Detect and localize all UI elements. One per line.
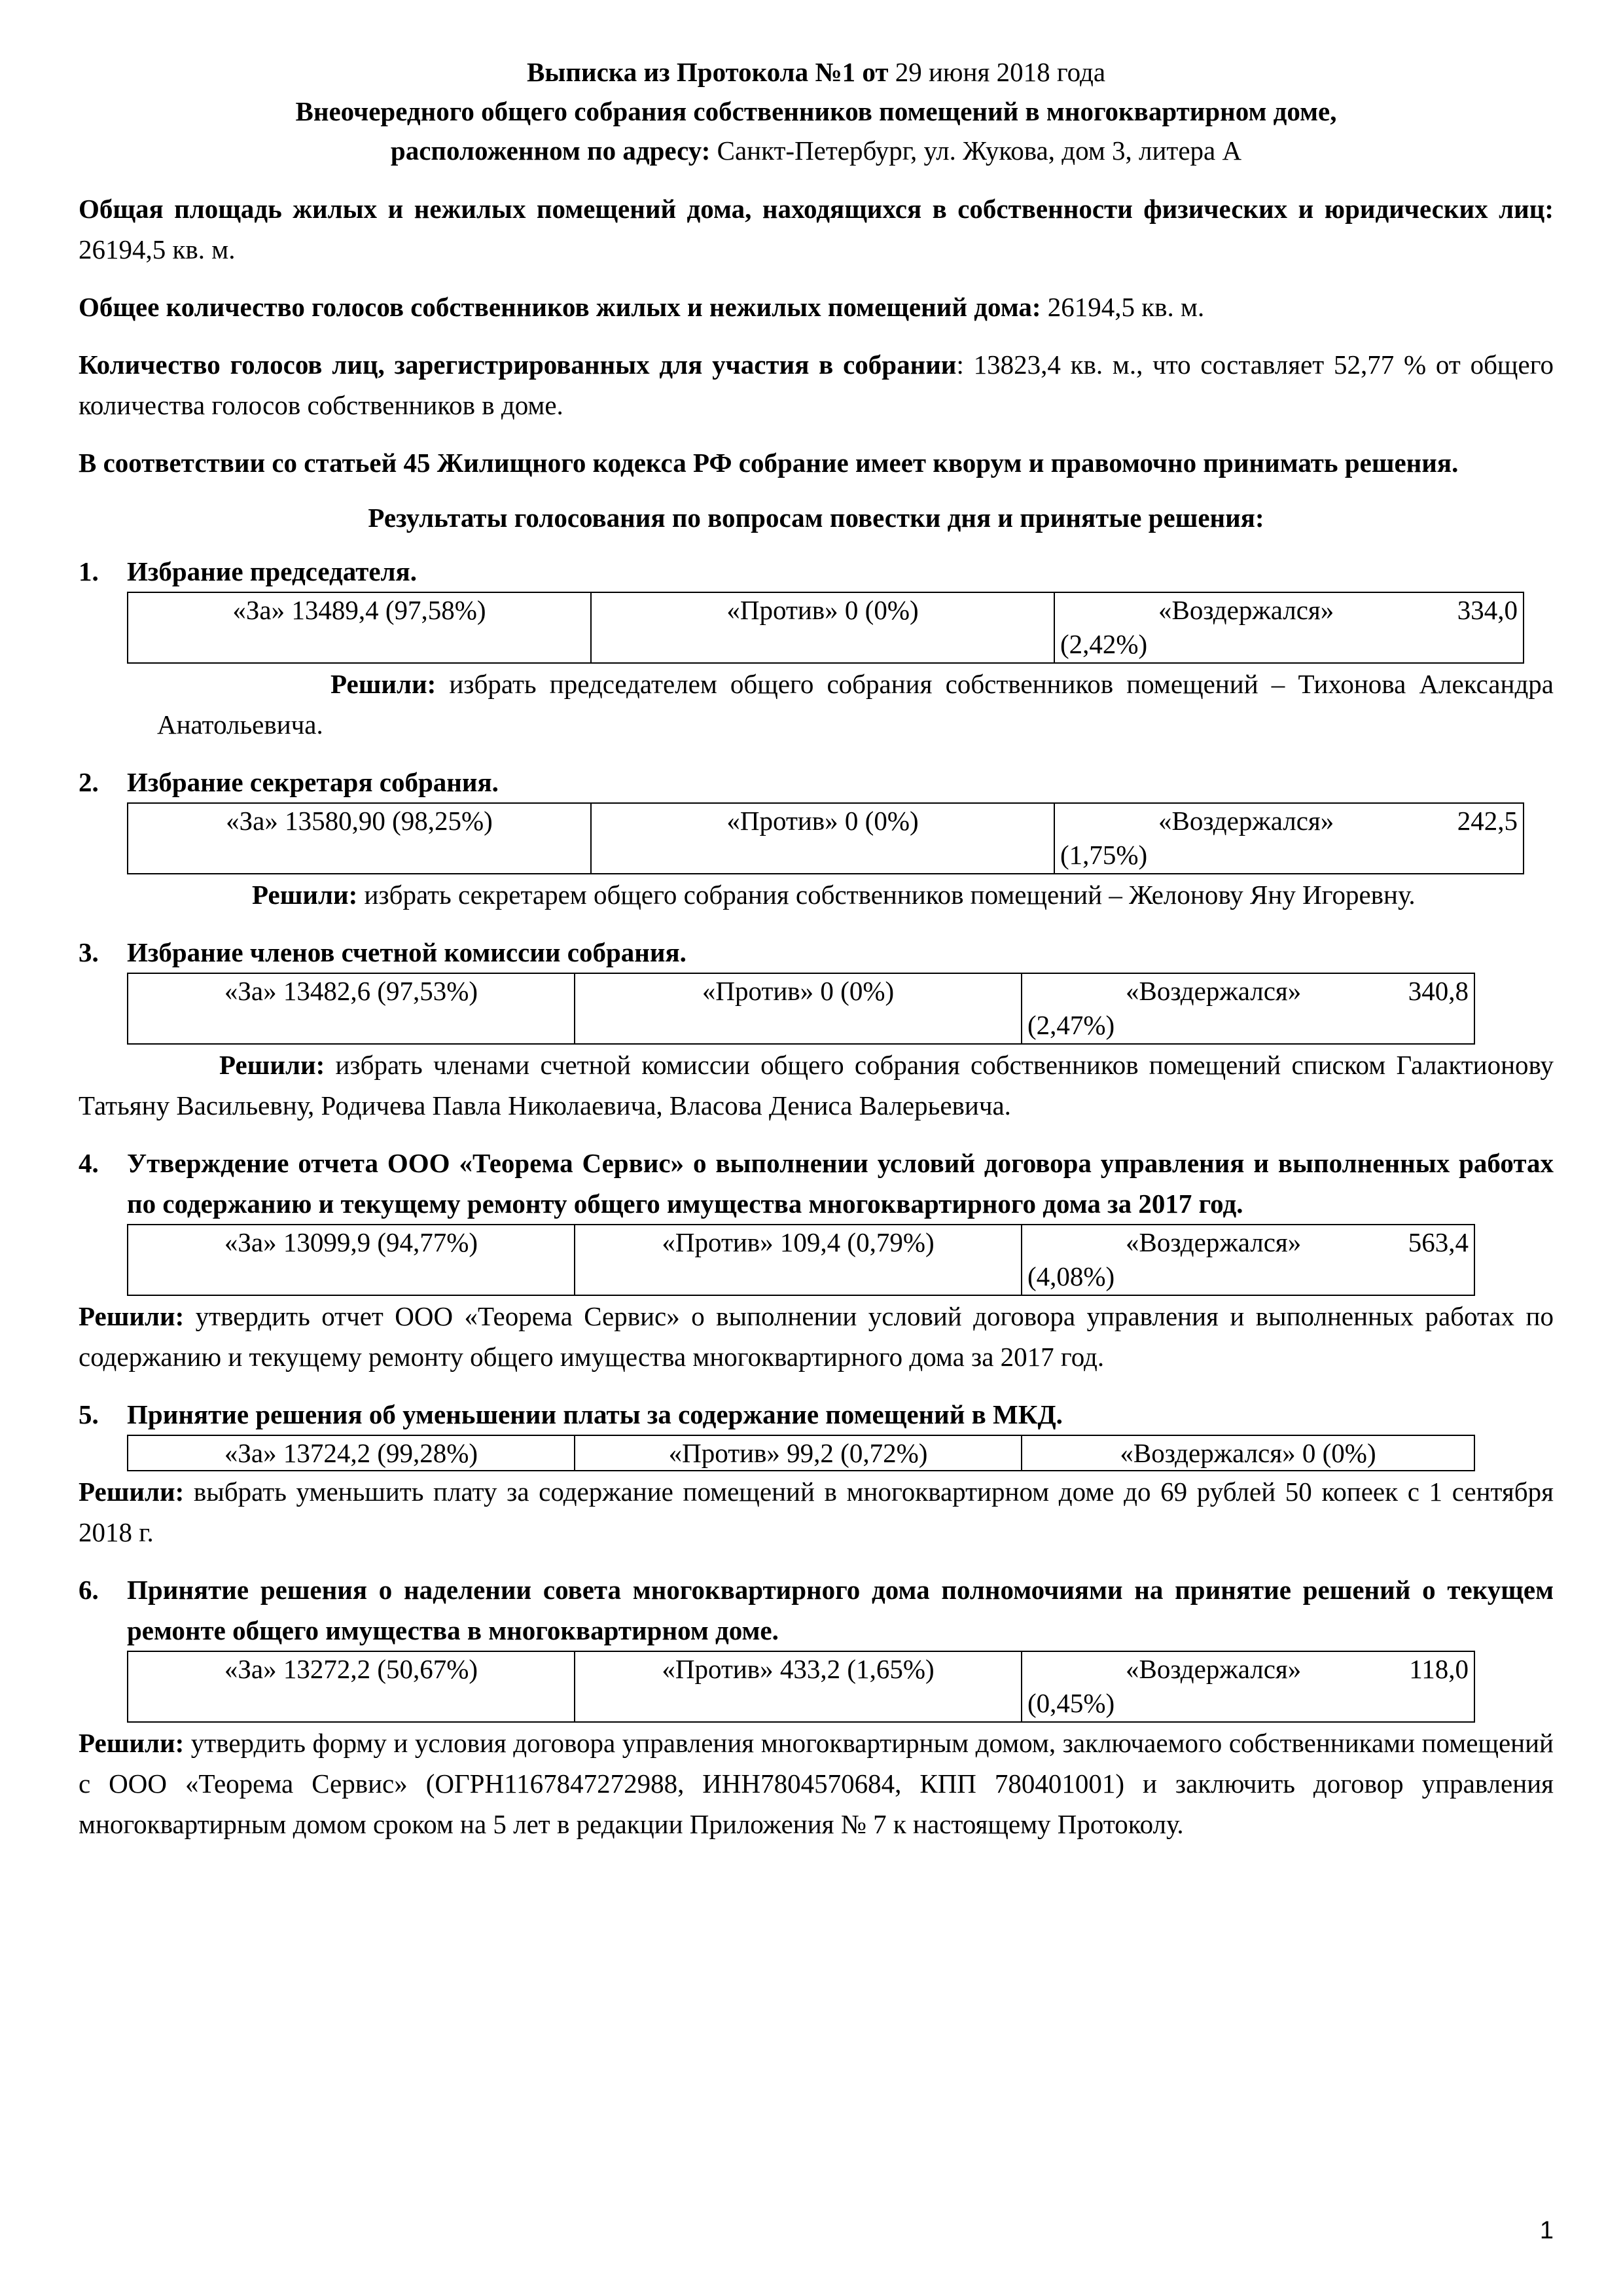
agenda-item-5: [79, 1394, 1554, 1552]
abstain-percent: (2,47%): [1027, 1010, 1115, 1040]
quorum-paragraph: [79, 442, 1554, 483]
vote-for-cell: «За» 13099,9 (94,77%): [128, 1225, 575, 1295]
vote-table: [127, 1435, 1475, 1471]
decision-text: [79, 1045, 1554, 1126]
total-votes-paragraph: [79, 287, 1554, 327]
total-votes-value: 26194,5 кв. м.: [1041, 292, 1205, 322]
decision-body: утвердить форму и условия договора управления многоквартирным домом, заключаемого собственниками помещений с ООО «Теорема Сервис» (ОГРН1167847272988, ИНН7804570684, КПП 780401001) и заключить договор управления многоквартирным домом сроком на 5 лет в редакции Приложения № 7 к настоящему Протоколу.: [79, 1728, 1554, 1839]
vote-against-cell: «Против» 433,2 (1,65%): [575, 1651, 1022, 1722]
abstain-percent: (0,45%): [1027, 1688, 1115, 1718]
agenda-item-4: [79, 1143, 1554, 1377]
address-line: [79, 131, 1554, 170]
decision-body: избрать членами счетной комиссии общего собрания собственников помещений списком Галактионову Татьяну Васильевну, Родичева Павла Николаевича, Власова Дениса Валерьевича.: [79, 1050, 1554, 1121]
decision-label: Решили:: [219, 1050, 325, 1080]
vote-abstain-cell: «Воздержался» 0 (0%): [1022, 1435, 1474, 1471]
agenda-item-title: [79, 762, 1554, 802]
abstain-percent: (2,42%): [1060, 629, 1148, 659]
agenda-item-text: Избрание секретаря собрания.: [127, 767, 499, 797]
agenda-item-number: 1.: [79, 556, 99, 586]
agenda-item-title: [79, 1570, 1554, 1651]
vote-table: [127, 592, 1524, 664]
decision-body: утвердить отчет ООО «Теорема Сервис» о выполнении условий договора управления и выполненных работах по содержанию и текущему ремонту общего имущества многоквартирного дома за 2017 год.: [79, 1301, 1554, 1372]
vote-table: [127, 1224, 1475, 1296]
decision-label: Решили:: [79, 1301, 185, 1331]
decision-label: Решили:: [252, 880, 358, 910]
decision-text: [79, 1471, 1554, 1552]
total-votes-label: Общее количество голосов собственников жилых и нежилых помещений дома:: [79, 292, 1041, 322]
decision-text: [79, 664, 1554, 745]
vote-against-cell: «Против» 99,2 (0,72%): [575, 1435, 1022, 1471]
agenda-item-title: [79, 1394, 1554, 1435]
total-area-label: Общая площадь жилых и нежилых помещений дома, находящихся в собственности физических и юридических лиц:: [79, 194, 1554, 224]
abstain-label: «Воздержался»: [1158, 595, 1334, 625]
vote-abstain-cell: [1022, 973, 1474, 1044]
title-bold: Выписка из Протокола №1 от: [526, 57, 889, 87]
agenda-item-text: Избрание членов счетной комиссии собрания.: [127, 937, 687, 967]
decision-text: [79, 1723, 1554, 1844]
vote-against-cell: «Против» 109,4 (0,79%): [575, 1225, 1022, 1295]
registered-votes-value: : 13823,4 кв. м., что составляет 52,77 % от общего количества голосов собственников в доме.: [79, 350, 1554, 420]
vote-for-cell: «За» 13272,2 (50,67%): [128, 1651, 575, 1722]
title-date: 29 июня 2018 года: [888, 57, 1106, 87]
abstain-value: 340,8: [1408, 976, 1469, 1006]
abstain-value: 242,5: [1457, 806, 1518, 836]
address-label: расположенном по адресу:: [390, 135, 711, 166]
vote-against-cell: «Против» 0 (0%): [591, 803, 1054, 874]
decision-text: [79, 1296, 1554, 1377]
abstain-value: 334,0: [1457, 595, 1518, 625]
address-value: Санкт-Петербург, ул. Жукова, дом 3, литера А: [710, 135, 1242, 166]
vote-abstain-cell: [1022, 1225, 1474, 1295]
vote-table: [127, 973, 1475, 1045]
meeting-type: [79, 92, 1554, 131]
document-title: [79, 52, 1554, 92]
vote-against-cell: «Против» 0 (0%): [575, 973, 1022, 1044]
vote-for-cell: «За» 13482,6 (97,53%): [128, 973, 575, 1044]
decision-label: Решили:: [330, 669, 437, 699]
abstain-label: «Воздержался»: [1126, 1227, 1302, 1257]
agenda-item-number: 3.: [79, 937, 99, 967]
meeting-type-text: Внеочередного общего собрания собственников помещений в многоквартирном доме,: [295, 96, 1337, 126]
abstain-percent: (1,75%): [1060, 840, 1148, 870]
page-number: 1: [1539, 2217, 1554, 2244]
agenda-item-text: Принятие решения о наделении совета многоквартирного дома полномочиями на принятие решений о текущем ремонте общего имущества в многоквартирном доме.: [127, 1575, 1554, 1645]
decision-body: избрать секретарем общего собрания собственников помещений – Желонову Яну Игоревну.: [357, 880, 1416, 910]
decision-body: выбрать уменьшить плату за содержание помещений в многоквартирном доме до 69 рублей 50 копеек с 1 сентября 2018 г.: [79, 1477, 1554, 1547]
agenda-item-number: 6.: [79, 1575, 99, 1605]
abstain-label: «Воздержался»: [1158, 806, 1334, 836]
agenda-item-title: [79, 551, 1554, 592]
abstain-value: 563,4: [1408, 1227, 1469, 1257]
agenda-item-title: [79, 1143, 1554, 1224]
abstain-label: «Воздержался»: [1126, 976, 1302, 1006]
vote-abstain-cell: [1054, 592, 1524, 663]
document-page: [79, 52, 1554, 1844]
agenda-item-title: [79, 932, 1554, 973]
agenda-item-3: [79, 932, 1554, 1126]
vote-for-cell: «За» 13489,4 (97,58%): [128, 592, 591, 663]
vote-table: [127, 802, 1524, 874]
vote-abstain-cell: [1054, 803, 1524, 874]
vote-table: [127, 1651, 1475, 1723]
decision-label: Решили:: [79, 1477, 185, 1507]
agenda-item-number: 4.: [79, 1148, 99, 1178]
vote-for-cell: «За» 13580,90 (98,25%): [128, 803, 591, 874]
total-area-value: 26194,5 кв. м.: [79, 234, 236, 264]
registered-votes-label: Количество голосов лиц, зарегистрированных для участия в собрании: [79, 350, 957, 380]
registered-votes-paragraph: [79, 344, 1554, 425]
results-heading: Результаты голосования по вопросам повестки дня и принятые решения:: [368, 503, 1264, 533]
abstain-label: «Воздержался»: [1126, 1654, 1302, 1684]
vote-for-cell: «За» 13724,2 (99,28%): [128, 1435, 575, 1471]
decision-text: [79, 874, 1554, 915]
vote-against-cell: «Против» 0 (0%): [591, 592, 1054, 663]
agenda-item-2: [79, 762, 1554, 915]
agenda-item-number: 2.: [79, 767, 99, 797]
agenda-item-1: [79, 551, 1554, 745]
abstain-value: 118,0: [1409, 1654, 1469, 1684]
decision-label: Решили:: [79, 1728, 185, 1758]
abstain-percent: (4,08%): [1027, 1261, 1115, 1291]
vote-abstain-cell: [1022, 1651, 1474, 1722]
agenda-item-text: Утверждение отчета ООО «Теорема Сервис» о выполнении условий договора управления и выполненных работах по содержанию и текущему ремонту общего имущества многоквартирного дома за 2017 год.: [127, 1148, 1554, 1219]
agenda-item-number: 5.: [79, 1399, 99, 1429]
agenda-item-6: [79, 1570, 1554, 1844]
agenda-item-text: Принятие решения об уменьшении платы за содержание помещений в МКД.: [127, 1399, 1063, 1429]
agenda-item-text: Избрание председателя.: [127, 556, 417, 586]
quorum-text: В соответствии со статьей 45 Жилищного кодекса РФ собрание имеет кворум и правомочно принимать решения.: [79, 448, 1459, 478]
decision-body: избрать председателем общего собрания собственников помещений – Тихонова Александра Анатольевича.: [157, 669, 1554, 740]
total-area-paragraph: [79, 188, 1554, 270]
